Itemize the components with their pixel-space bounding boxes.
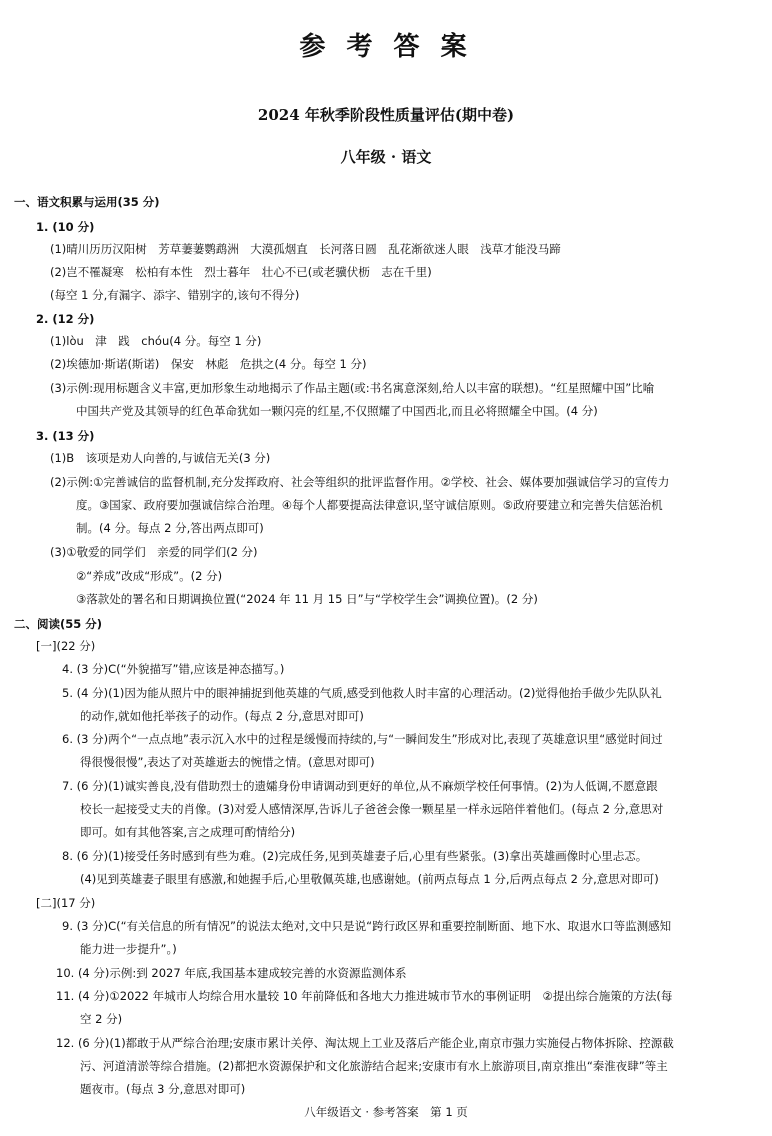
answer-line: 中国共产党及其领导的红色革命犹如一颗闪亮的红星,不仅照耀了中国西北,而且必将照耀全中国。(4 分) [76, 404, 598, 418]
answer-line: 制。(4 分。每点 2 分,答出两点即可) [76, 521, 264, 535]
answer-line: 4. (3 分)C(“外貌描写”错,应该是神态描写。) [62, 662, 285, 676]
answer-line: 12. (6 分)(1)都敢于从严综合治理;安康市累计关停、淘汰规上工业及落后产能企业,南京市强力实施侵占物体拆除、控源截 [56, 1036, 674, 1050]
answer-line: 能力进一步提升”。) [80, 942, 177, 956]
answer-line: (1)lòu 津 践 chóu(4 分。每空 1 分) [50, 334, 262, 348]
answer-line: 污、河道清淤等综合措施。(2)都把水资源保护和文化旅游结合起来;安康市有水上旅游项目,南京推出“秦淮夜肆”等主 [80, 1059, 668, 1073]
answer-line: 度。③国家、政府要加强诚信综合治理。④每个人都要提高法律意识,坚守诚信原则。⑤政府要建立和完善失信惩治机 [76, 498, 663, 512]
answer-line: [二](17 分) [36, 896, 96, 910]
answer-line: (1)B 该项是劝人向善的,与诚信无关(3 分) [50, 451, 271, 465]
answer-line: 5. (4 分)(1)因为能从照片中的眼神捕捉到他英雄的气质,感受到他救人时丰富的心理活动。(2)觉得他抬手做少先队队礼 [62, 686, 662, 700]
answer-line: 9. (3 分)C(“有关信息的所有情况”的说法太绝对,文中只是说“跨行政区界和重要控制断面、地下水、取退水口等监测感知 [62, 919, 672, 933]
answer-line: 11. (4 分)①2022 年城市人均综合用水量较 10 年前降低和各地大力推进城市节水的事例证明 ②提出综合施策的方法(每 [56, 989, 673, 1003]
answer-line: 的动作,就如他托举孩子的动作。(每点 2 分,意思对即可) [80, 709, 364, 723]
answer-line: ②“养成”改成“形成”。(2 分) [76, 569, 223, 583]
answer-line: 得很慢很慢”,表达了对英雄逝去的惋惜之情。(意思对即可) [80, 755, 375, 769]
answer-line: 即可。如有其他答案,言之成理可酌情给分) [80, 825, 296, 839]
answer-line: (1)晴川历历汉阳树 芳草萋萋鹦鹉洲 大漠孤烟直 长河落日圆 乱花渐欲迷人眼 浅草才能没马蹄 [50, 242, 561, 256]
answer-line: (每空 1 分,有漏字、添字、错别字的,该句不得分) [50, 288, 300, 302]
answer-line: 二、阅读(55 分) [14, 617, 103, 631]
answer-line: 8. (6 分)(1)接受任务时感到有些为难。(2)完成任务,见到英雄妻子后,心里有些紧张。(3)拿出英雄画像时心里忐忑。 [62, 849, 648, 863]
answer-line: 10. (4 分)示例:到 2027 年底,我国基本建成较完善的水资源监测体系 [56, 966, 407, 980]
grade-subject: 八年级 · 语文 [340, 148, 432, 166]
answer-line: (4)见到英雄妻子眼里有感激,和她握手后,心里敬佩英雄,也感谢她。(前两点每点 1 分,后两点每点 2 分,意思对即可) [80, 872, 659, 886]
exam-subtitle: 2024 年秋季阶段性质量评估(期中卷) [257, 106, 515, 124]
answer-line: (2)岂不罹凝寒 松柏有本性 烈士暮年 壮心不已(或老骥伏枥 志在千里) [50, 265, 432, 279]
answer-line: 空 2 分) [80, 1012, 123, 1026]
answer-line: 1. (10 分) [36, 220, 95, 234]
answer-line: [一](22 分) [36, 639, 96, 653]
page-title: 参 考 答 案 [299, 32, 473, 62]
answer-line: (3)示例:现用标题含义丰富,更加形象生动地揭示了作品主题(或:书名寓意深刻,给人以丰富的联想)。“红星照耀中国”比喻 [50, 381, 655, 395]
answer-line: (3)①敬爱的同学们 亲爱的同学们(2 分) [50, 545, 258, 559]
answer-line: ③落款处的署名和日期调换位置(“2024 年 11 月 15 日”与“学校学生会”调换位置)。(2 分) [76, 592, 538, 606]
answer-line: 一、语文积累与运用(35 分) [14, 195, 160, 209]
answer-line: (2)埃德加·斯诺(斯诺) 保安 林彪 危拱之(4 分。每空 1 分) [50, 357, 367, 371]
answer-line: 题夜市。(每点 3 分,意思对即可) [80, 1082, 246, 1096]
answer-line: (2)示例:①完善诚信的监督机制,充分发挥政府、社会等组织的批评监督作用。②学校、社会、媒体要加强诚信学习的宣传力 [50, 475, 670, 489]
answer-line: 3. (13 分) [36, 429, 95, 443]
answer-line: 6. (3 分)两个“一点点地”表示沉入水中的过程是缓慢而持续的,与“一瞬间发生”形成对比,表现了英雄意识里“感觉时间过 [62, 732, 663, 746]
answer-line: 2. (12 分) [36, 312, 95, 326]
answer-line: 校长一起接受丈夫的肖像。(3)对爱人感情深厚,告诉儿子爸爸会像一颗星星一样永远陪伴着他们。(每点 2 分,意思对 [80, 802, 664, 816]
page-footer: 八年级语文 · 参考答案 第 1 页 [304, 1105, 468, 1119]
answer-line: 7. (6 分)(1)诚实善良,没有借助烈士的遗孀身份申请调动到更好的单位,从不麻烦学校任何事情。(2)为人低调,不愿意跟 [62, 779, 658, 793]
